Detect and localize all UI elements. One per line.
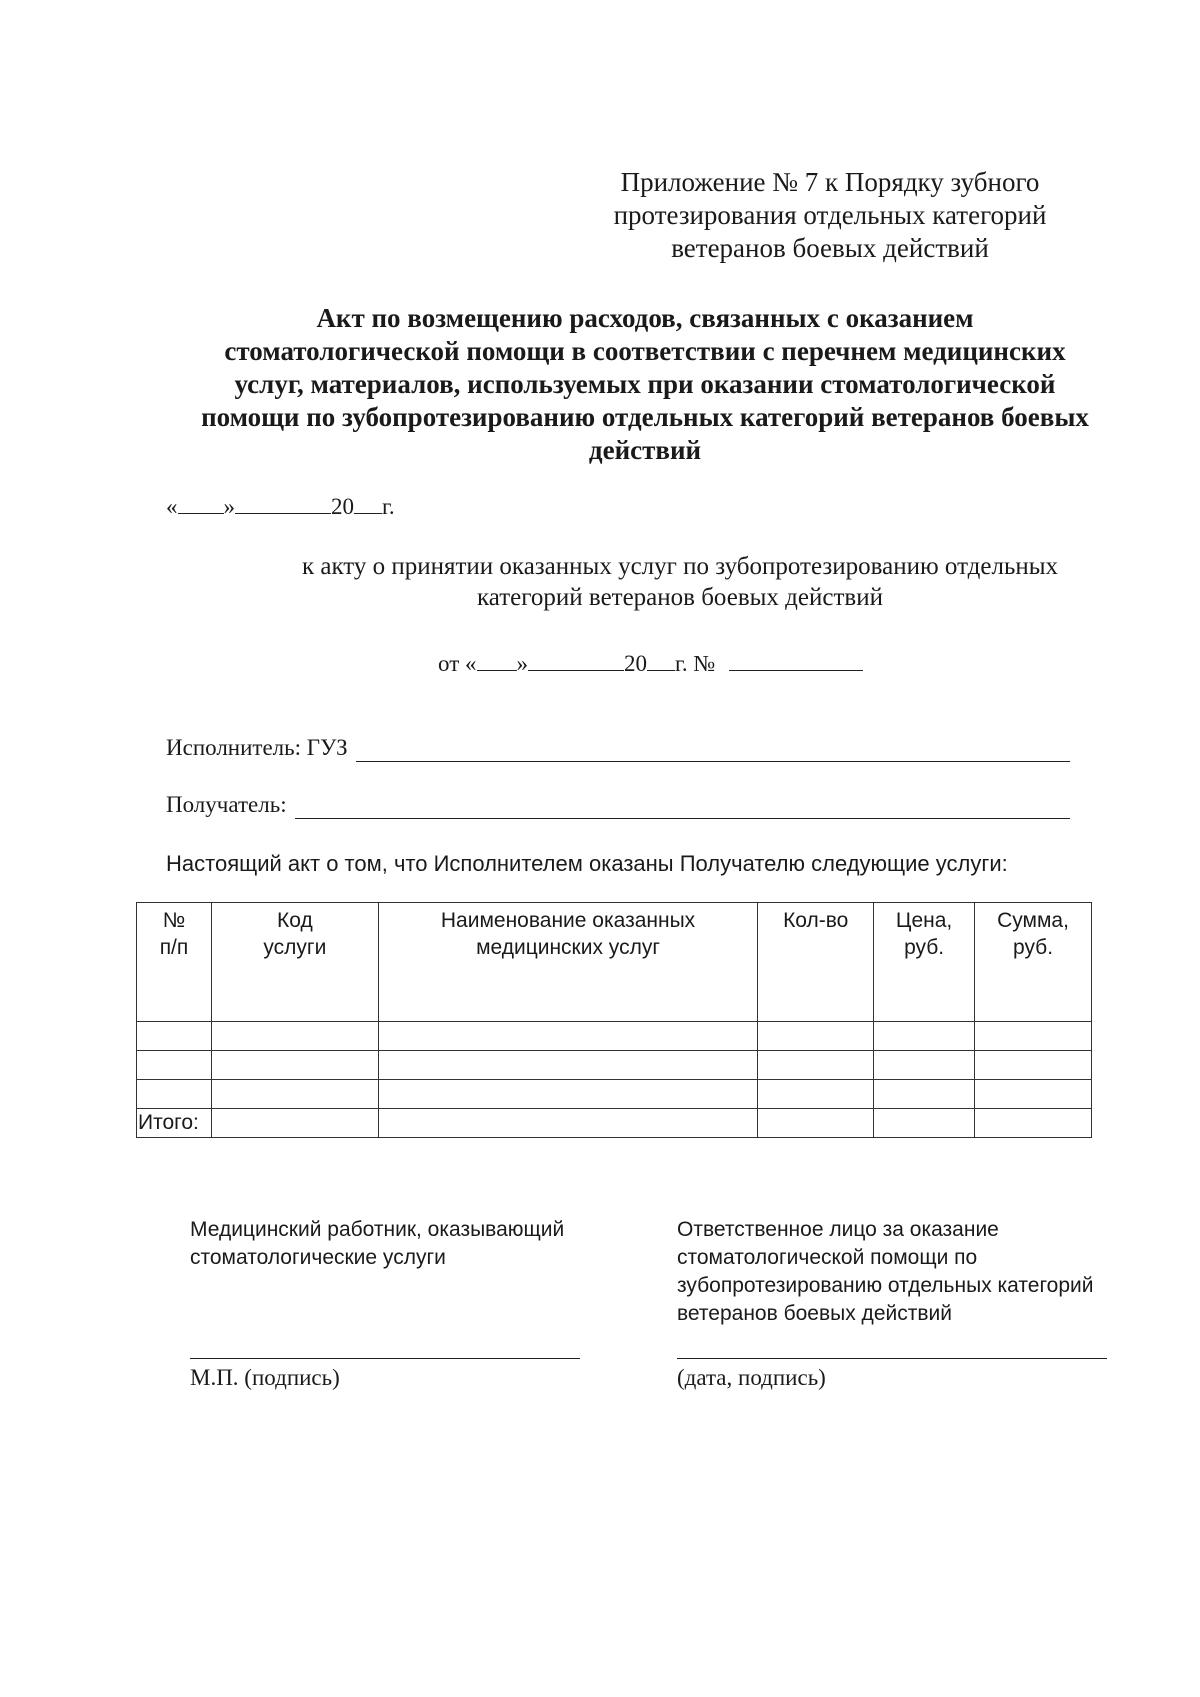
- table-cell[interactable]: [975, 1022, 1092, 1051]
- document-title: [150, 302, 1140, 467]
- col-header-price-line: Цена,: [895, 909, 953, 932]
- appendix-note: [590, 166, 1070, 265]
- col-header-quantity: [758, 903, 874, 1022]
- ref-number-blank[interactable]: [729, 650, 863, 671]
- col-header-quantity-line: Кол-во: [783, 909, 849, 932]
- table-cell[interactable]: [211, 1022, 378, 1051]
- executor-input-line[interactable]: [356, 741, 1070, 762]
- day-blank[interactable]: [178, 493, 224, 514]
- col-header-service-name-line: Наименование оказанных: [440, 909, 696, 932]
- col-header-number-line: п/п: [159, 936, 189, 959]
- from-prefix: от «: [438, 651, 477, 676]
- date-close-quote: »: [223, 494, 235, 519]
- table-cell[interactable]: [758, 1080, 874, 1109]
- col-header-price: [874, 903, 975, 1022]
- col-header-code-line: услуги: [263, 936, 327, 959]
- table-row: [137, 1051, 1092, 1080]
- intro-text: Настоящий акт о том, что Исполнителем оказаны Получателю следующие услуги:: [166, 851, 1008, 876]
- table-cell[interactable]: [211, 1080, 378, 1109]
- title-line: помощи по зубопротезированию отдельных категорий ветеранов боевых: [201, 402, 1089, 432]
- responsible-person-signature-line[interactable]: [677, 1358, 1107, 1359]
- responsible-person-signature-caption: (дата, подпись): [677, 1365, 826, 1390]
- table-cell[interactable]: [378, 1051, 758, 1080]
- table-cell[interactable]: [137, 1051, 212, 1080]
- medical-worker-signature-line[interactable]: [190, 1358, 580, 1359]
- title-line: услуг, материалов, используемых при оказании стоматологической: [234, 369, 1056, 399]
- table-cell[interactable]: [378, 1022, 758, 1051]
- year-suffix: г.: [382, 494, 395, 519]
- table-row: [137, 1080, 1092, 1109]
- from-close-quote: »: [516, 651, 528, 676]
- total-label: Итого:: [137, 1109, 212, 1138]
- table-cell[interactable]: [137, 1022, 212, 1051]
- table-cell[interactable]: [211, 1109, 378, 1138]
- from-year-prefix: 20: [624, 651, 647, 676]
- table-cell[interactable]: [758, 1109, 874, 1138]
- signature-text-line: ветеранов боевых действий: [677, 1302, 952, 1325]
- col-header-sum: [975, 903, 1092, 1022]
- table-cell[interactable]: [211, 1051, 378, 1080]
- month-blank[interactable]: [235, 493, 331, 514]
- document-date-line: [166, 493, 395, 521]
- col-header-sum-line: руб.: [1013, 936, 1054, 959]
- title-line: Акт по возмещению расходов, связанных с оказанием: [316, 303, 974, 333]
- recipient-input-line[interactable]: [295, 798, 1070, 819]
- table-cell[interactable]: [874, 1022, 975, 1051]
- col-header-number: [137, 903, 212, 1022]
- appendix-line: Приложение № 7 к Порядку зубного: [620, 167, 1040, 197]
- appendix-line: протезирования отдельных категорий: [613, 200, 1047, 230]
- table-row: [137, 1022, 1092, 1051]
- table-cell[interactable]: [874, 1109, 975, 1138]
- col-header-service-name: [378, 903, 758, 1022]
- services-table: [136, 902, 1092, 1138]
- table-header-row: [137, 903, 1092, 1022]
- reference-act-line: к акту о принятии оказанных услуг по зубопротезированию отдельных: [301, 553, 1059, 580]
- table-total-row: [137, 1109, 1092, 1138]
- col-header-price-line: руб.: [904, 936, 945, 959]
- ref-day-blank[interactable]: [477, 650, 517, 671]
- executor-label: Исполнитель: ГУЗ: [166, 735, 348, 760]
- signature-text-line: стоматологические услуги: [190, 1246, 446, 1269]
- table-cell[interactable]: [975, 1109, 1092, 1138]
- title-line: действий: [588, 435, 702, 465]
- col-header-sum-line: Сумма,: [997, 909, 1069, 932]
- table-cell[interactable]: [975, 1080, 1092, 1109]
- reference-act: [230, 551, 1130, 613]
- medical-worker-signature-block: [190, 1216, 630, 1272]
- col-header-code: [211, 903, 378, 1022]
- ref-month-blank[interactable]: [528, 650, 624, 671]
- col-header-code-line: Код: [277, 909, 313, 932]
- reference-act-line: категорий ветеранов боевых действий: [477, 584, 883, 611]
- reference-act-date-line: [438, 650, 863, 678]
- year-prefix: 20: [331, 494, 354, 519]
- signature-text-line: Медицинский работник, оказывающий: [190, 1218, 565, 1241]
- executor-field: [166, 734, 1070, 762]
- signature-text-line: зубопротезированию отдельных категорий: [677, 1274, 1094, 1297]
- table-cell[interactable]: [874, 1051, 975, 1080]
- from-year-suffix: г. №: [675, 651, 716, 676]
- date-open-quote: «: [166, 494, 178, 519]
- responsible-person-signature-block: [677, 1216, 1147, 1328]
- table-cell[interactable]: [137, 1080, 212, 1109]
- ref-year-blank[interactable]: [647, 650, 675, 671]
- appendix-line: ветеранов боевых действий: [671, 233, 989, 263]
- table-cell[interactable]: [758, 1022, 874, 1051]
- table-cell[interactable]: [874, 1080, 975, 1109]
- col-header-number-line: №: [162, 909, 186, 932]
- table-cell[interactable]: [378, 1080, 758, 1109]
- col-header-service-name-line: медицинских услуг: [476, 936, 660, 959]
- signature-text-line: стоматологической помощи по: [677, 1246, 978, 1269]
- recipient-label: Получатель:: [166, 792, 287, 817]
- table-cell[interactable]: [758, 1051, 874, 1080]
- title-line: стоматологической помощи в соответствии с перечнем медицинских: [224, 336, 1066, 366]
- table-cell[interactable]: [975, 1051, 1092, 1080]
- signature-text-line: Ответственное лицо за оказание: [677, 1218, 999, 1241]
- recipient-field: [166, 791, 1070, 819]
- year-blank[interactable]: [354, 493, 382, 514]
- table-cell[interactable]: [378, 1109, 758, 1138]
- medical-worker-signature-caption: М.П. (подпись): [190, 1365, 340, 1390]
